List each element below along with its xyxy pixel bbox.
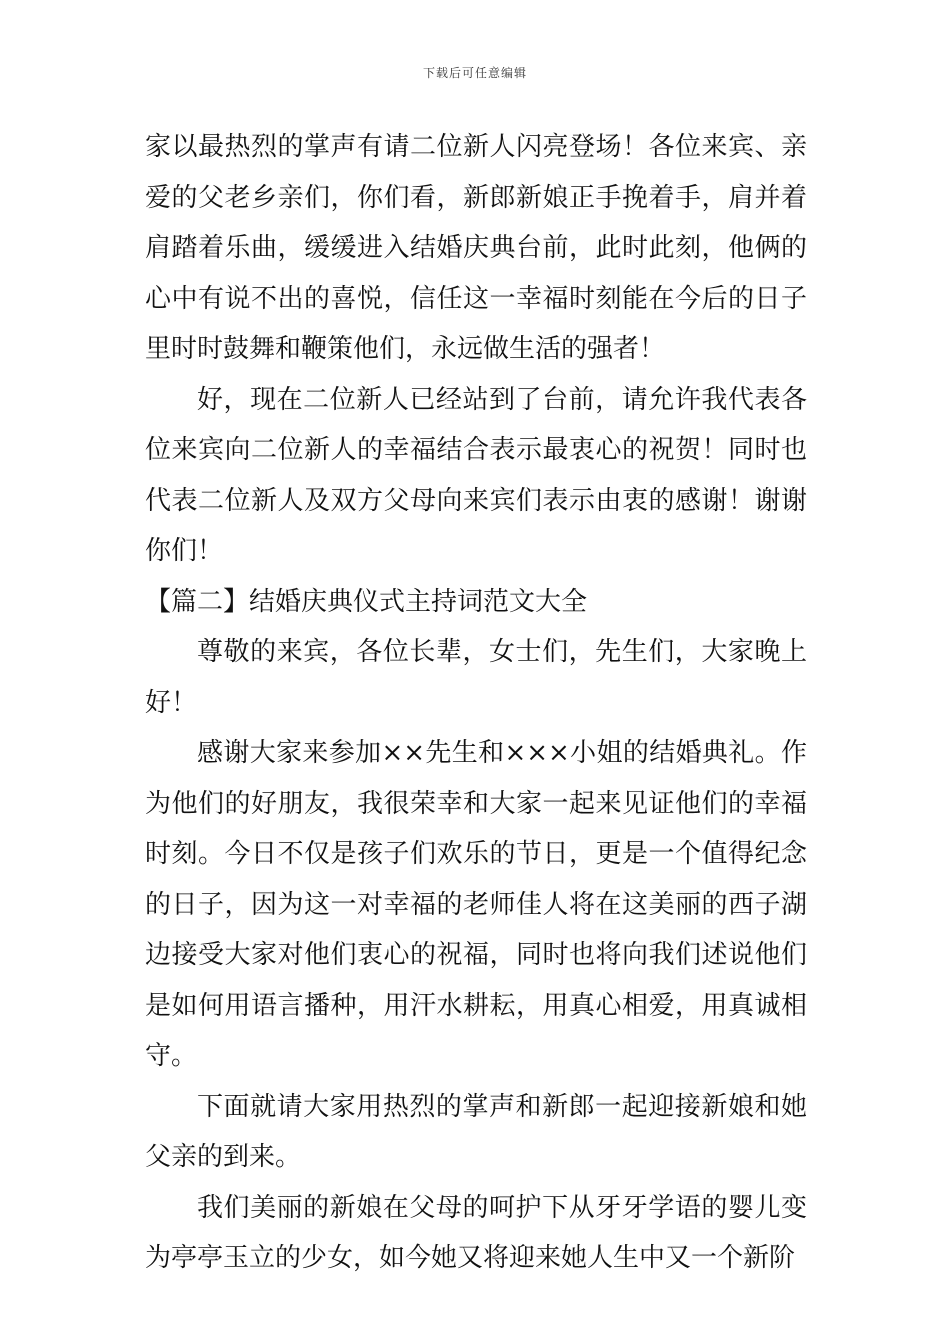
paragraph: 尊敬的来宾，各位长辈，女士们，先生们，大家晚上好！: [145, 637, 807, 718]
paragraph: 感谢大家来参加××先生和×××小姐的结婚典礼。作为他们的好朋友，我很荣幸和大家一起来见证他们的幸福时刻。今日不仅是孩子们欢乐的节日，更是一个值得纪念的日子，因为这一对幸福的老师佳人将在这美丽的西子湖边接受大家对他们衷心的祝福，同时也将向我们述说他们是如何用语言播种，用汗水耕耘，用真心相爱，用真诚相守。: [145, 738, 807, 1071]
paragraph: 下面就请大家用热烈的掌声和新郎一起迎接新娘和她父亲的到来。: [145, 1091, 807, 1172]
paragraph-continuation: 家以最热烈的掌声有请二位新人闪亮登场！各位来宾、亲爱的父老乡亲们，你们看，新郎新娘正手挽着手，肩并着肩踏着乐曲，缓缓进入结婚庆典台前，此时此刻，他俩的心中有说不出的喜悦，信任这一幸福时刻能在今后的日子里时时鼓舞和鞭策他们，永远做生活的强者！: [145, 132, 807, 364]
paragraph: 好，现在二位新人已经站到了台前，请允许我代表各位来宾向二位新人的幸福结合表示最衷心的祝贺！同时也代表二位新人及双方父母向来宾们表示由衷的感谢！谢谢你们！: [145, 384, 807, 566]
page-header: 下载后可任意编辑: [422, 66, 527, 80]
section-heading: 【篇二】结婚庆典仪式主持词范文大全: [145, 586, 588, 617]
document-body: [145, 122, 807, 1284]
paragraph: 我们美丽的新娘在父母的呵护下从牙牙学语的婴儿变为亭亭玉立的少女，如今她又将迎来她人生中又一个新阶: [145, 1192, 807, 1273]
